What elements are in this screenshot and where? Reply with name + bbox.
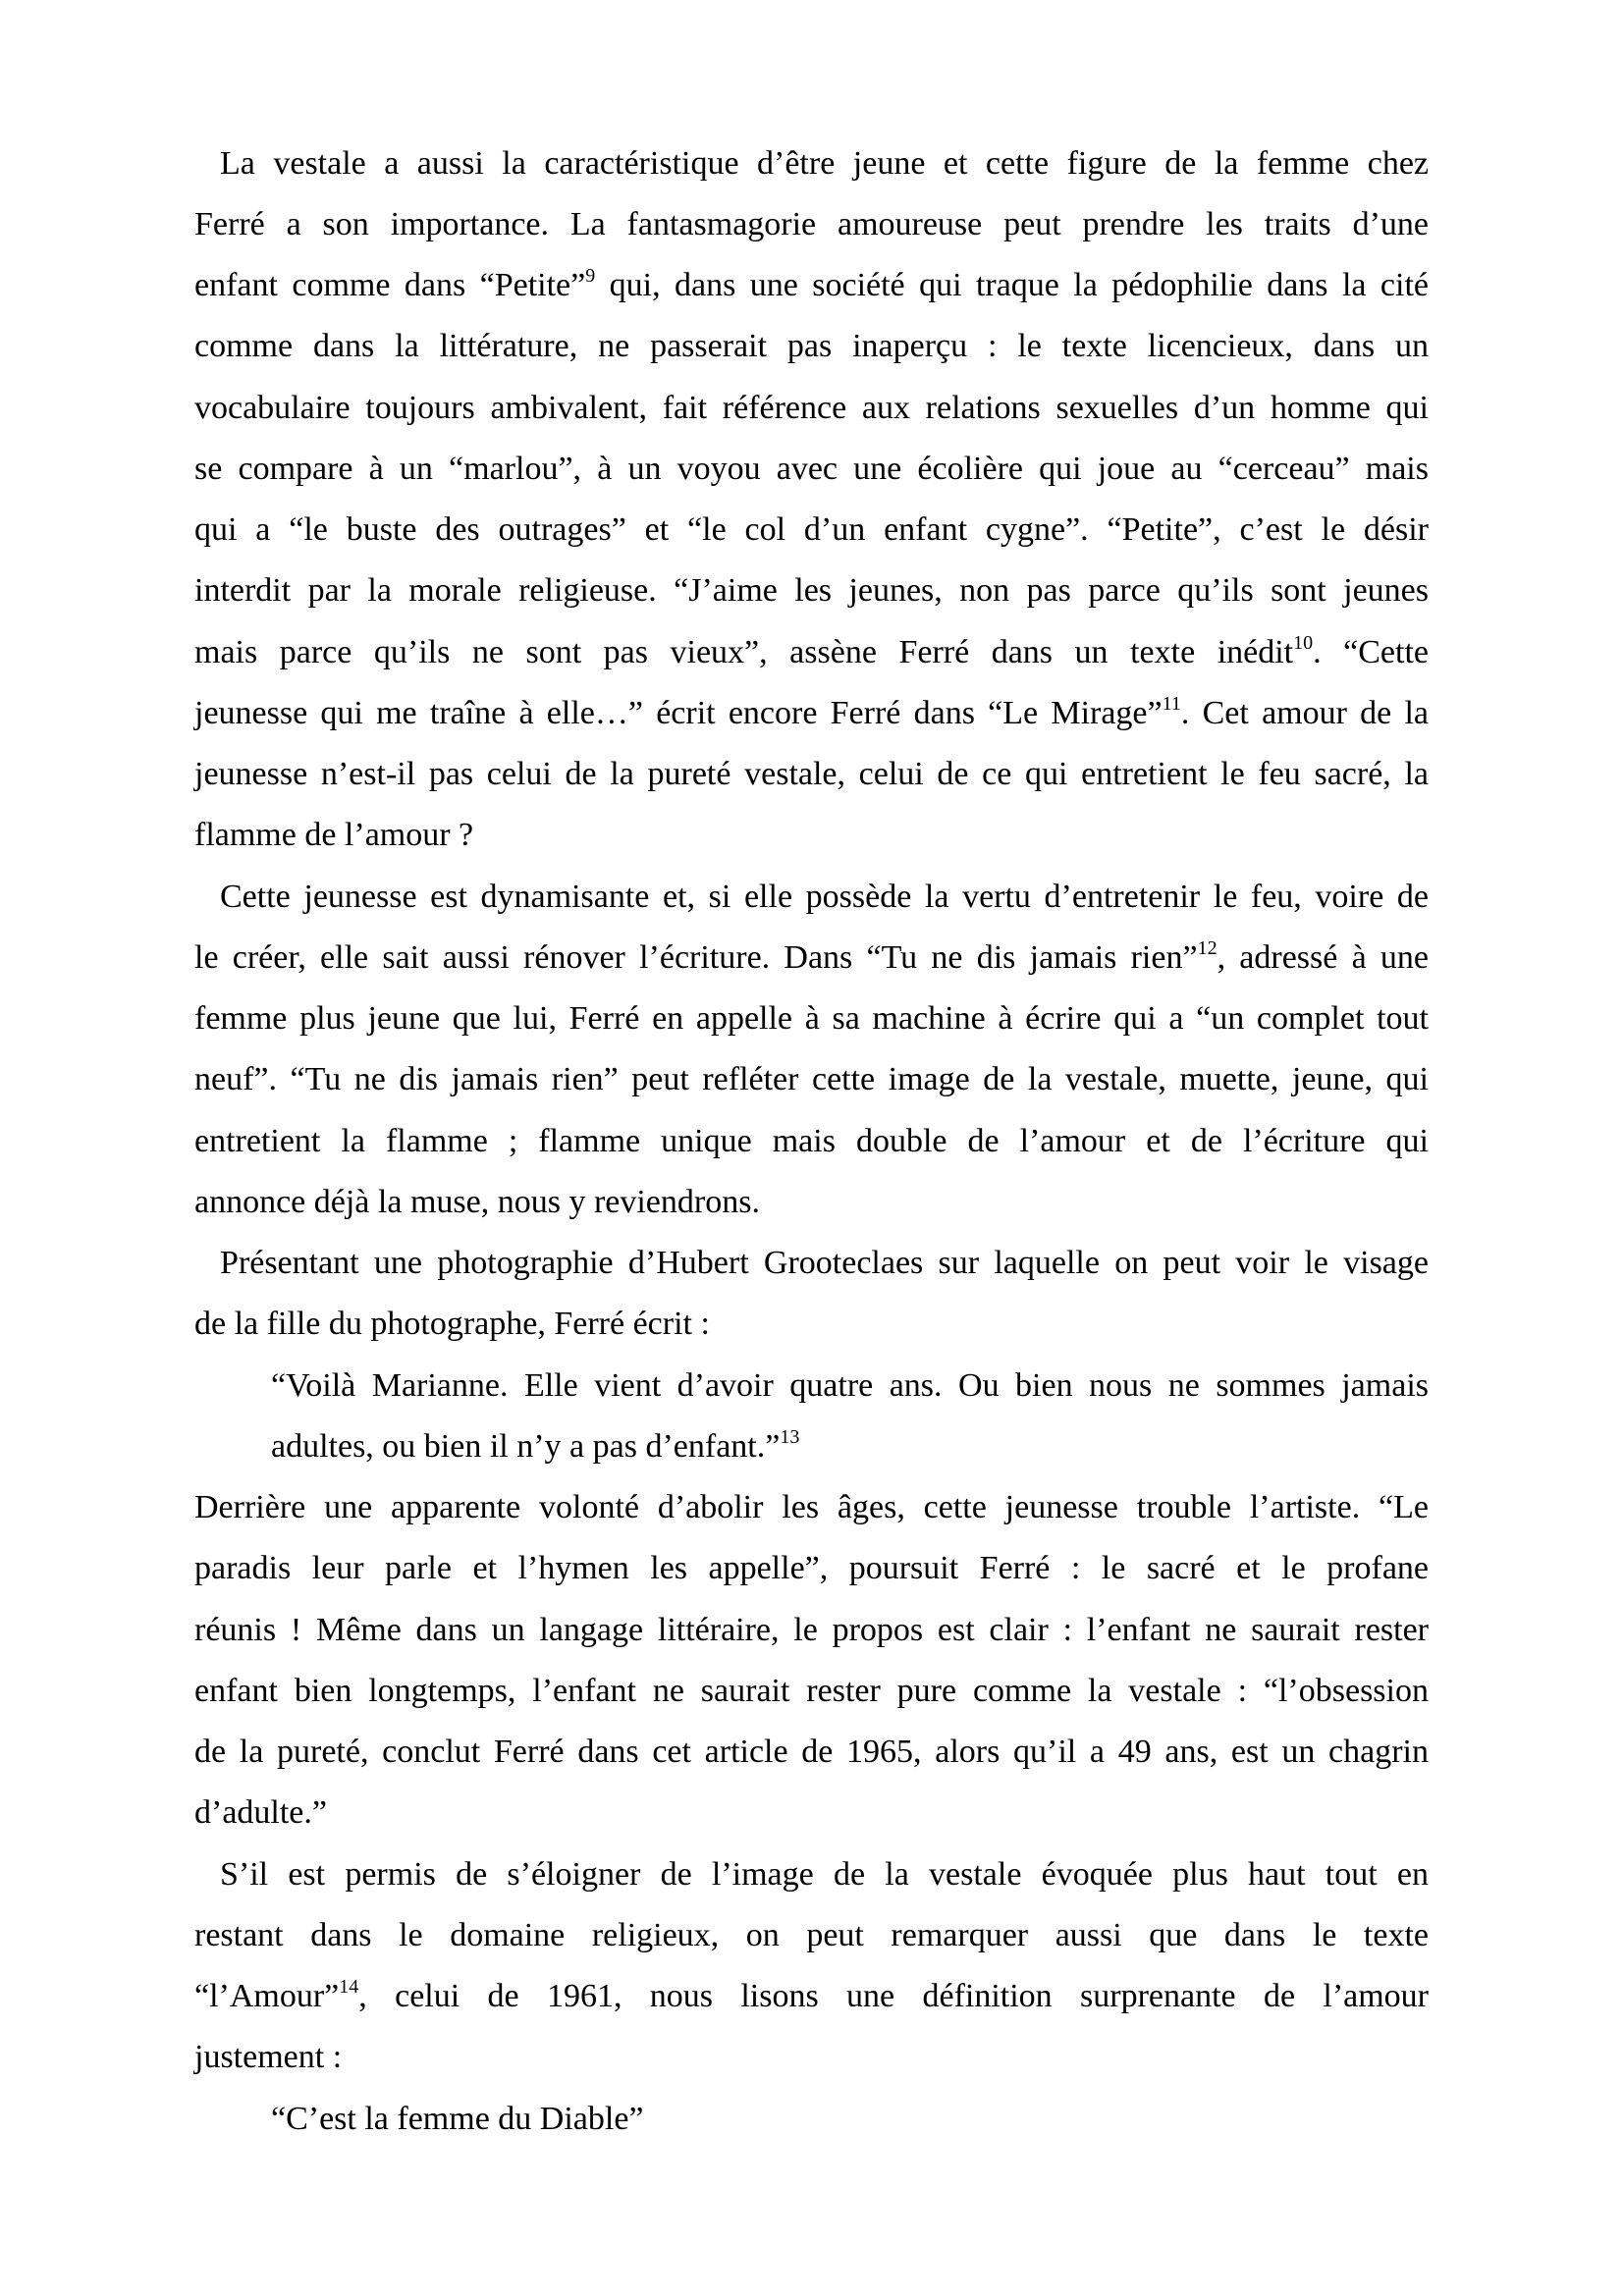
text-run: qui, dans une société qui traque la pédophilie dans la cité bbox=[595, 267, 1429, 303]
text-line: jeunesse n’est-il pas celui de la pureté vestale, celui de ce qui entretient le feu sacré, la bbox=[194, 756, 1429, 792]
text-run: mais parce qu’ils ne sont pas vieux”, assène Ferré dans un texte inédit bbox=[194, 634, 1294, 670]
text-line bbox=[194, 694, 1429, 755]
quote-line: “C’est la femme du Diable” bbox=[271, 2101, 644, 2137]
footnote-ref: 13 bbox=[780, 1426, 800, 1448]
text-line: Derrière une apparente volonté d’abolir les âges, cette jeunesse trouble l’artiste. “Le bbox=[194, 1489, 1429, 1525]
text-run: , celui de 1961, nous lisons une définition surprenante de l’amour bbox=[358, 1978, 1429, 2014]
quote-line: “Voilà Marianne. Elle vient d’avoir quatre ans. Ou bien nous ne sommes jamais bbox=[271, 1367, 1429, 1404]
text-line: réunis ! Même dans un langage littéraire, le propos est clair : l’enfant ne saurait rester bbox=[194, 1612, 1429, 1648]
footnote-ref: 9 bbox=[585, 265, 596, 287]
footnote-ref: 14 bbox=[339, 1976, 359, 1998]
footnote-ref: 12 bbox=[1197, 937, 1217, 959]
text-line: La vestale a aussi la caractéristique d’être jeune et cette figure de la femme chez bbox=[220, 145, 1429, 182]
text-line: annonce déjà la muse, nous y reviendrons. bbox=[194, 1184, 760, 1220]
footnote-ref: 11 bbox=[1162, 693, 1181, 715]
text-line: interdit par la morale religieuse. “J’aime les jeunes, non pas parce qu’ils sont jeunes bbox=[194, 572, 1429, 609]
text-line: comme dans la littérature, ne passerait pas inaperçu : le texte licencieux, dans un bbox=[194, 328, 1429, 364]
text-line: d’adulte.” bbox=[194, 1794, 327, 1831]
text-line: Cette jeunesse est dynamisante et, si elle possède la vertu d’entretenir le feu, voire de bbox=[220, 879, 1429, 915]
text-line bbox=[194, 633, 1429, 694]
text-line: femme plus jeune que lui, Ferré en appelle à sa machine à écrire qui a “un complet tout bbox=[194, 1000, 1429, 1037]
text-run: adultes, ou bien il n’y a pas d’enfant.” bbox=[271, 1428, 781, 1465]
text-line: justement : bbox=[194, 2039, 343, 2075]
text-line: flamme de l’amour ? bbox=[194, 817, 474, 853]
text-line: restant dans le domaine religieux, on peut remarquer aussi que dans le texte bbox=[194, 1917, 1429, 1953]
text-run: . “Cette bbox=[1313, 634, 1429, 670]
text-run: le créer, elle sait aussi rénover l’écriture. Dans “Tu ne dis jamais rien” bbox=[194, 939, 1198, 976]
text-line: entretient la flamme ; flamme unique mais double de l’amour et de l’écriture qui bbox=[194, 1123, 1429, 1159]
text-run: . Cet amour de la bbox=[1180, 695, 1430, 731]
text-run: enfant comme dans “Petite” bbox=[194, 267, 586, 303]
text-line: vocabulaire toujours ambivalent, fait référence aux relations sexuelles d’un homme qui bbox=[194, 390, 1429, 426]
text-line: Présentant une photographie d’Hubert Grooteclaes sur laquelle on peut voir le visage bbox=[220, 1245, 1429, 1281]
text-line bbox=[194, 938, 1429, 999]
text-line: qui a “le buste des outrages” et “le col d’un enfant cygne”. “Petite”, c’est le désir bbox=[194, 511, 1429, 548]
text-run: , adressé à une bbox=[1217, 939, 1429, 976]
text-line bbox=[194, 1977, 1429, 2038]
quote-line bbox=[271, 1427, 1429, 1488]
text-line: se compare à un “marlou”, à un voyou avec une écolière qui joue au “cerceau” mais bbox=[194, 451, 1429, 487]
text-line bbox=[194, 266, 1429, 327]
text-run: jeunesse qui me traîne à elle…” écrit encore Ferré dans “Le Mirage” bbox=[194, 695, 1163, 731]
text-line: de la pureté, conclut Ferré dans cet article de 1965, alors qu’il a 49 ans, est un chagrin bbox=[194, 1734, 1429, 1770]
text-line: paradis leur parle et l’hymen les appelle”, poursuit Ferré : le sacré et le profane bbox=[194, 1550, 1429, 1586]
text-line: S’il est permis de s’éloigner de l’image de la vestale évoquée plus haut tout en bbox=[220, 1856, 1429, 1893]
text-line: neuf”. “Tu ne dis jamais rien” peut refléter cette image de la vestale, muette, jeune, qui bbox=[194, 1061, 1429, 1097]
text-run: “l’Amour” bbox=[194, 1978, 340, 2014]
text-line: Ferré a son importance. La fantasmagorie amoureuse peut prendre les traits d’une bbox=[194, 206, 1429, 242]
footnote-ref: 10 bbox=[1293, 632, 1314, 654]
text-line: de la fille du photographe, Ferré écrit : bbox=[194, 1306, 710, 1342]
text-line: enfant bien longtemps, l’enfant ne saurait rester pure comme la vestale : “l’obsession bbox=[194, 1673, 1429, 1709]
